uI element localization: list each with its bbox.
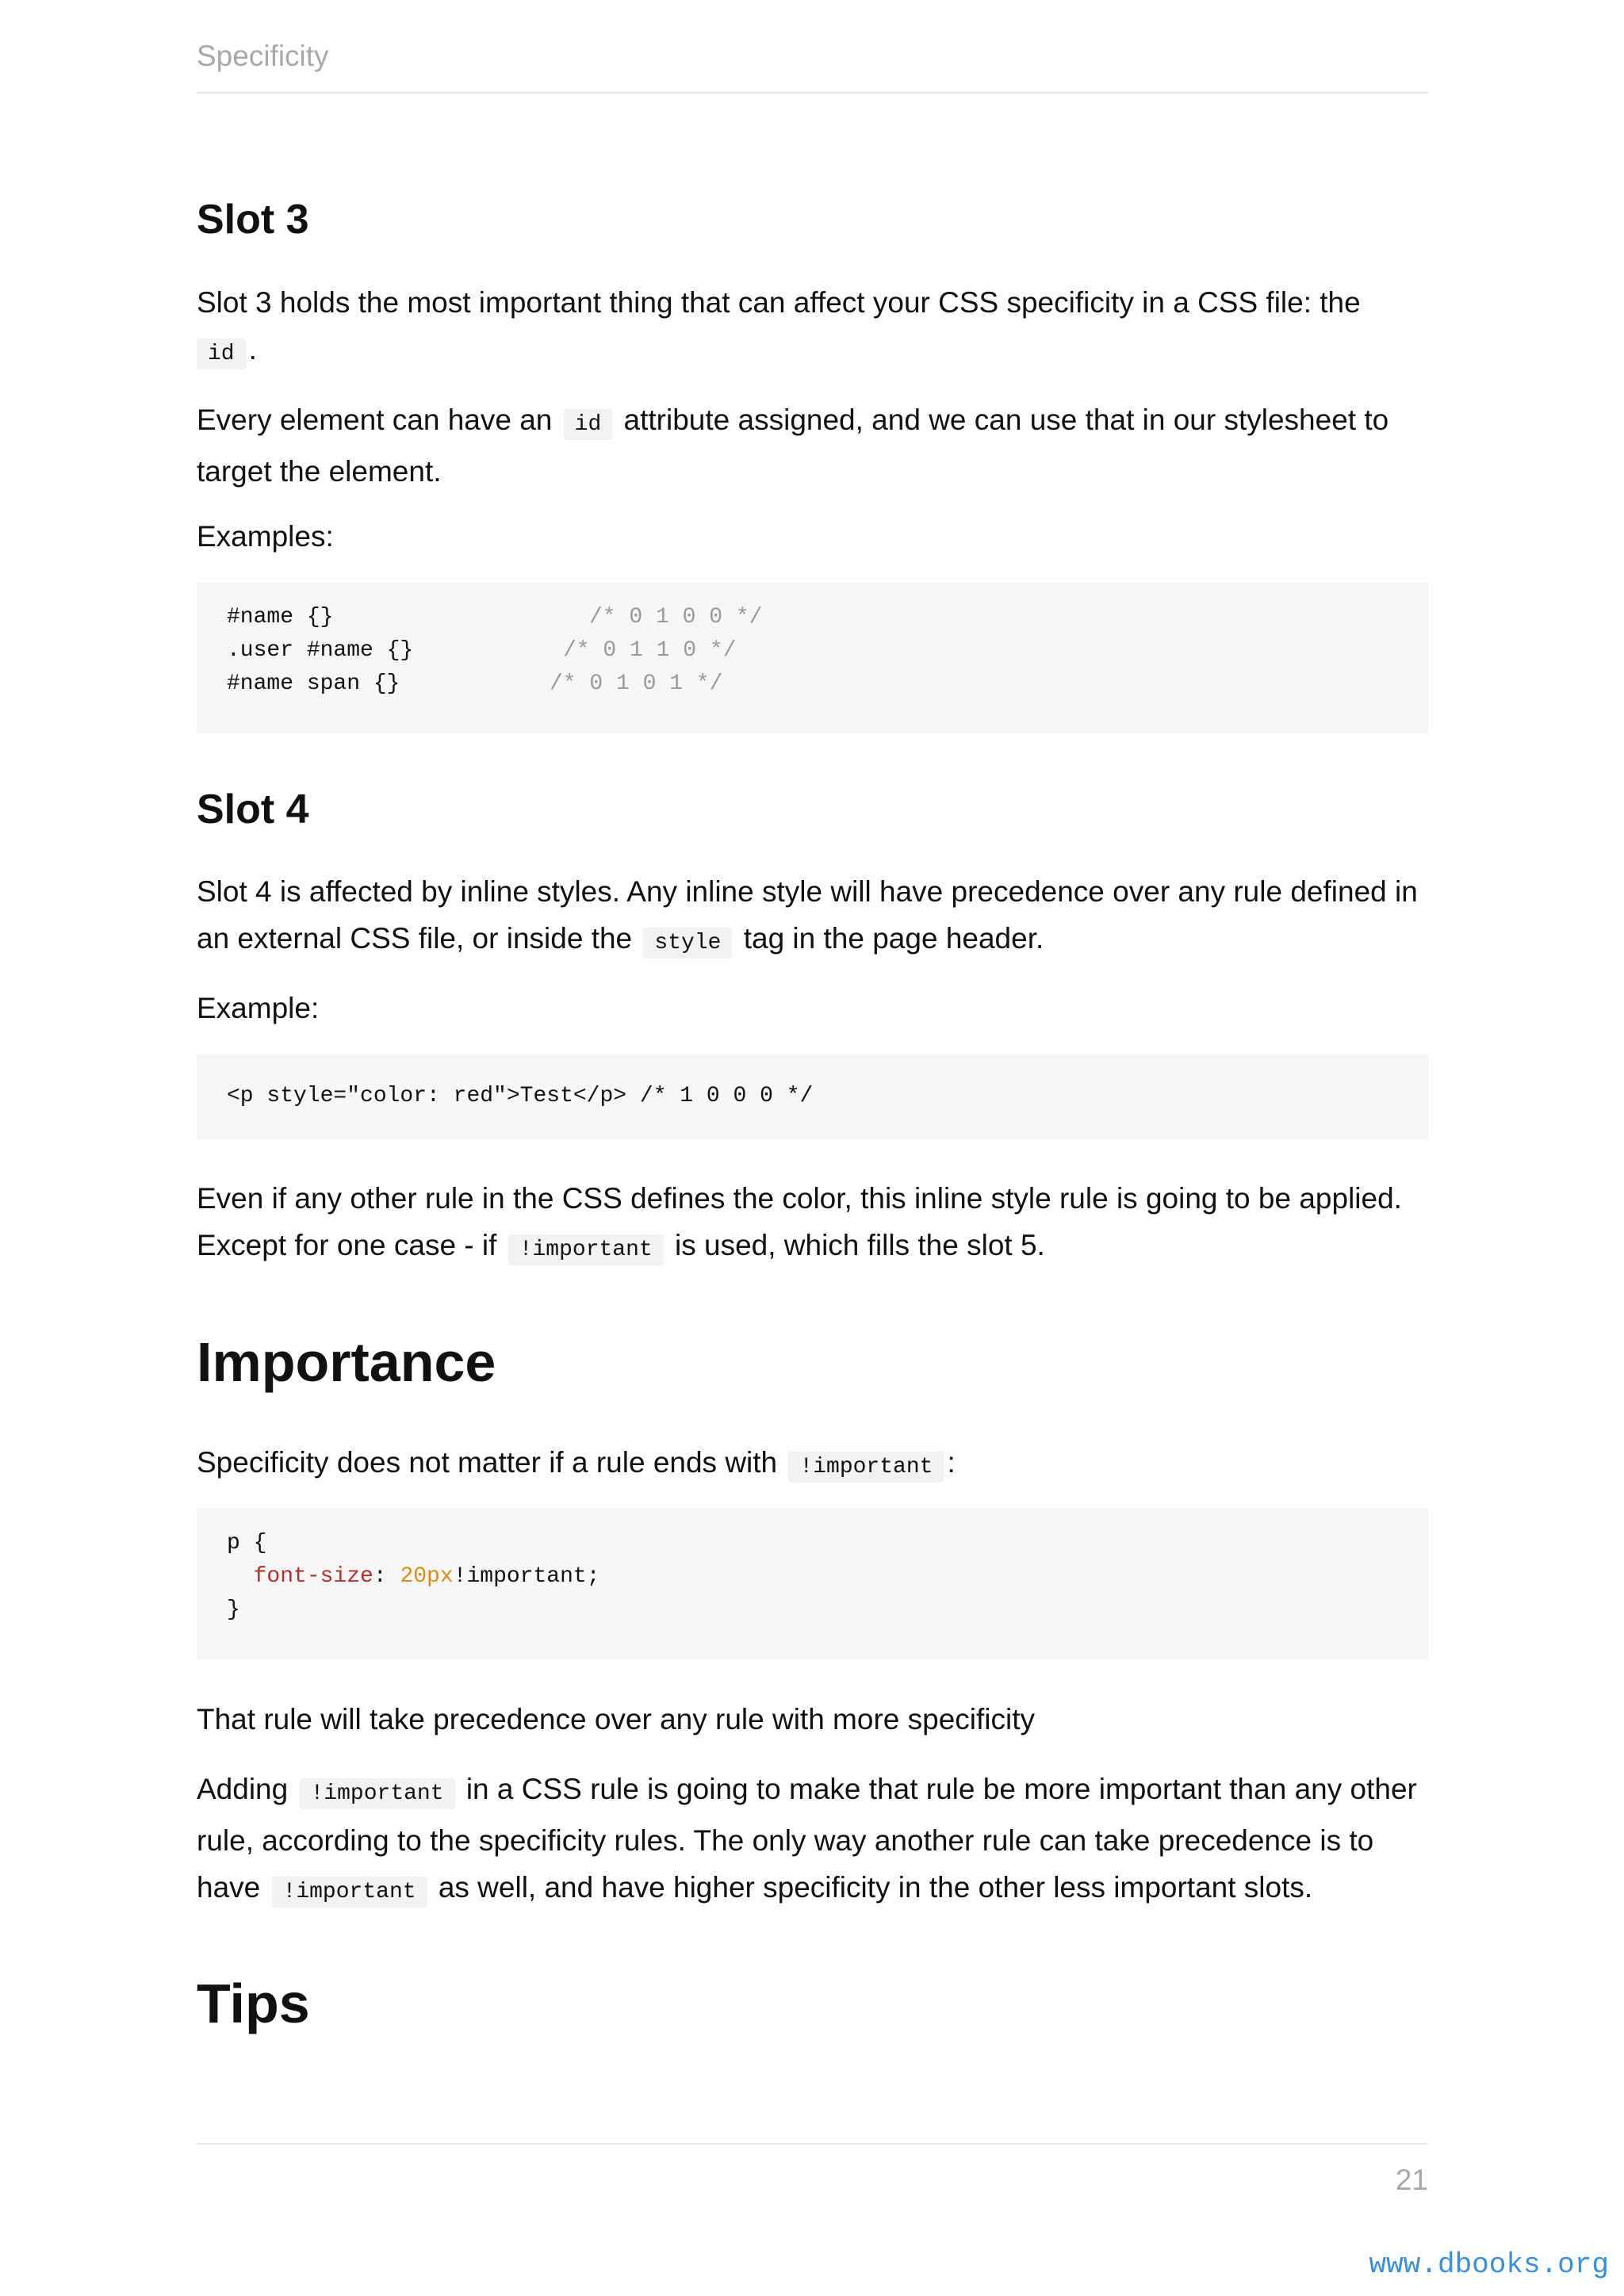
importance-p3-start: Adding	[197, 1773, 289, 1805]
inline-code-important: !important	[300, 1778, 455, 1809]
heading-importance: Importance	[197, 1331, 496, 1393]
importance-p3-middle: in a CSS rule is going to make that rule be more important than any other rule, according to the specificity rules. The only way another rule can take precedence is to have	[197, 1773, 1417, 1904]
slot4-paragraph-1	[197, 868, 1428, 966]
code-important: !important;	[453, 1564, 600, 1589]
code-comment: /* 0 1 0 0 */	[589, 605, 763, 629]
code-block-id-examples	[197, 583, 1428, 733]
code-block-inline-style	[197, 1054, 1428, 1139]
inline-code-id: id	[197, 339, 246, 369]
code-line: p {	[227, 1531, 267, 1556]
importance-paragraph-2: That rule will take precedence over any rule with more specificity	[197, 1703, 1036, 1735]
code-line: .user #name {}	[227, 638, 414, 663]
importance-p1-text: Specificity does not matter if a rule ends with	[197, 1446, 778, 1479]
code-line: }	[227, 1598, 240, 1622]
inline-code-important: !important	[508, 1234, 664, 1265]
slot4-paragraph-2	[197, 1175, 1428, 1273]
heading-tips: Tips	[197, 1973, 310, 2034]
slot4-p1-text: Slot 4 is affected by inline styles. Any inline style will have precedence over any rule defined in an external CSS file, or inside the	[197, 875, 1418, 955]
slot3-p1-end: .	[248, 333, 257, 365]
code-property: font-size	[253, 1564, 373, 1589]
slot3-p2-rest: attribute assigned, and we can use that in our stylesheet to target the element.	[197, 404, 1389, 488]
running-header-title: Specificity	[197, 40, 329, 72]
slot3-p1-text: Slot 3 holds the most important thing that can affect your CSS specificity in a CSS file: the	[197, 286, 1361, 319]
heading-slot-4: Slot 4	[197, 786, 309, 832]
importance-p3-end: as well, and have higher specificity in the other less important slots.	[438, 1871, 1313, 1904]
code-line: <p style="color: red">Test</p> /* 1 0 0 0 */	[227, 1084, 814, 1108]
importance-p1-end: :	[947, 1446, 956, 1479]
slot3-p2-text: Every element can have an	[197, 404, 553, 436]
code-value: 20px	[400, 1564, 454, 1589]
code-line	[227, 1560, 600, 1594]
heading-slot-3: Slot 3	[197, 197, 309, 243]
slot3-paragraph-1	[197, 279, 1428, 377]
importance-paragraph-3	[197, 1766, 1428, 1915]
code-colon: :	[373, 1564, 400, 1589]
code-block-important-example	[197, 1509, 1428, 1659]
importance-paragraph-1	[197, 1439, 1428, 1490]
examples-label: Examples:	[197, 520, 334, 553]
code-line: #name {}	[227, 605, 334, 629]
slot4-p1-rest: tag in the page header.	[743, 922, 1044, 955]
inline-code-important: !important	[272, 1877, 427, 1908]
footer-divider	[197, 2143, 1428, 2145]
inline-code-important: !important	[788, 1452, 944, 1483]
code-line: #name span {}	[227, 672, 400, 696]
inline-code-id: id	[564, 409, 613, 440]
inline-code-style: style	[643, 928, 732, 959]
slot4-p2-text: Even if any other rule in the CSS defines the color, this inline style rule is going to be applied. Except for one case - if	[197, 1182, 1402, 1261]
slot4-p2-rest: is used, which fills the slot 5.	[675, 1229, 1045, 1261]
header-divider	[197, 92, 1428, 94]
code-comment: /* 0 1 1 0 */	[563, 638, 737, 663]
page-number: 21	[1395, 2164, 1428, 2196]
example-label: Example:	[197, 992, 320, 1024]
code-comment: /* 0 1 0 1 */	[550, 672, 723, 696]
slot3-paragraph-2	[197, 396, 1428, 495]
watermark-link[interactable]: www.dbooks.org	[1369, 2248, 1609, 2281]
